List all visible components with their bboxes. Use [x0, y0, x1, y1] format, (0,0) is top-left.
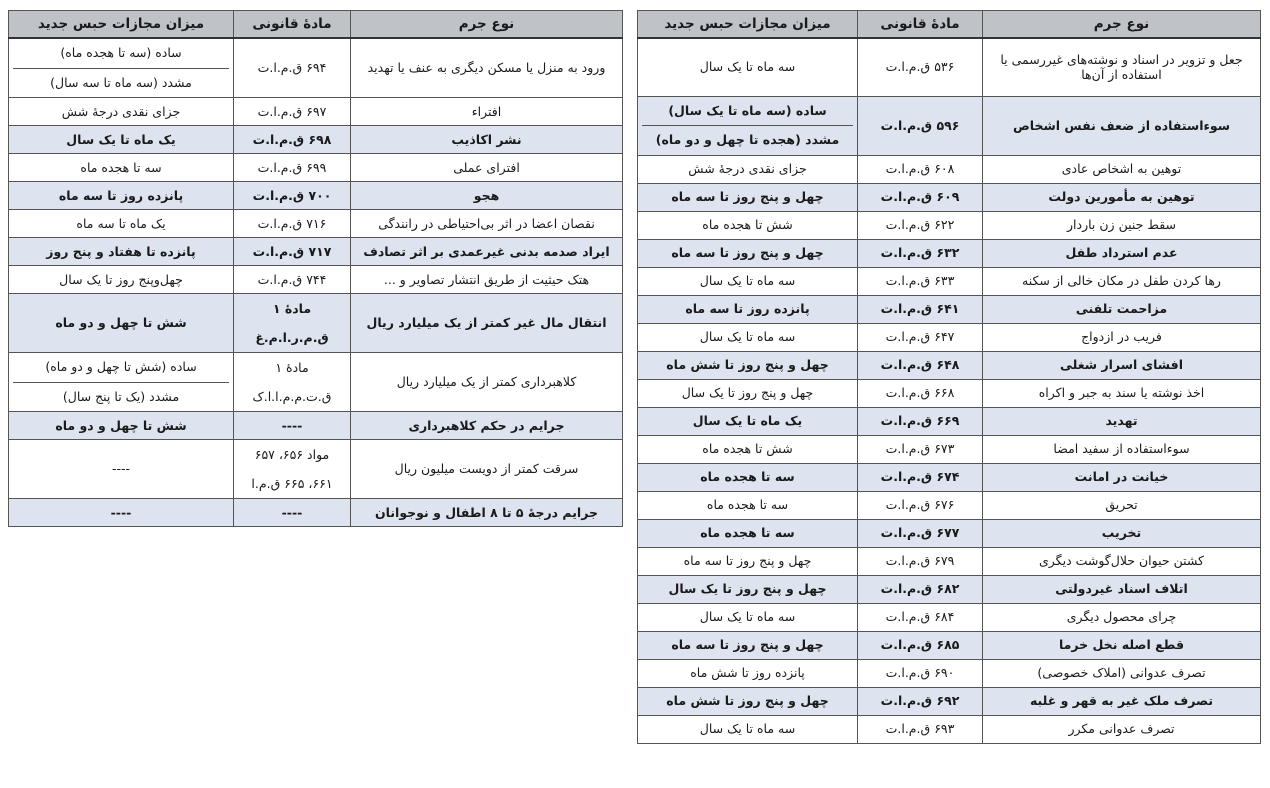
table-row [9, 98, 623, 126]
penalty-aggravated: مشدد (یک تا پنج سال) [13, 382, 229, 412]
crime-cell: هجو [351, 182, 623, 210]
crime-cell: رها کردن طفل در مکان خالی از سکنه [983, 267, 1261, 295]
penalty-cell: جزای نقدی درجهٔ شش [638, 155, 858, 183]
article-law: ق.م.ر.ا.م.غ [255, 329, 329, 345]
header-article: مادهٔ قانونی [858, 11, 983, 39]
table-row [9, 266, 623, 294]
table-row [9, 238, 623, 266]
article-cell: ۶۸۲ ق.م.ا.ت [858, 575, 983, 603]
crime-cell: ورود به منزل یا مسکن دیگری به عنف یا تهدید [351, 38, 623, 98]
article-cell: ۷۰۰ ق.م.ا.ت [234, 182, 351, 210]
penalty-aggravated: مشدد (هجده تا چهل و دو ماه) [642, 125, 853, 155]
crime-cell: توهین به اشخاص عادی [983, 155, 1261, 183]
penalty-cell: سه تا هجده ماه [638, 519, 858, 547]
penalty-cell: سه ماه تا یک سال [638, 715, 858, 743]
penalty-cell: چهل و پنج روز تا سه ماه [638, 239, 858, 267]
left-law-table [8, 10, 623, 527]
article-cell: ۶۷۶ ق.م.ا.ت [858, 491, 983, 519]
article-number: مواد ۶۵۶، ۶۵۷ [254, 446, 330, 462]
table-row [638, 687, 1261, 715]
header-row [638, 11, 1261, 39]
penalty-cell: سه ماه تا یک سال [638, 38, 858, 96]
crime-cell: تصرف عدوانی مکرر [983, 715, 1261, 743]
penalty-cell [9, 353, 234, 412]
penalty-cell: سه تا هجده ماه [638, 491, 858, 519]
penalty-cell: چهل‌وپنج روز تا یک سال [9, 266, 234, 294]
table-row [9, 210, 623, 238]
article-cell: ۶۴۸ ق.م.ا.ت [858, 351, 983, 379]
crime-cell: قطع اصله نخل خرما [983, 631, 1261, 659]
article-cell: ۷۴۴ ق.م.ا.ت [234, 266, 351, 294]
crime-cell: افترای عملی [351, 154, 623, 182]
header-crime: نوع جرم [351, 11, 623, 39]
penalty-cell: چهل و پنج روز تا سه ماه [638, 547, 858, 575]
right-law-table [637, 10, 1261, 744]
penalty-cell: سه ماه تا یک سال [638, 603, 858, 631]
article-cell: ۶۹۸ ق.م.ا.ت [234, 126, 351, 154]
table-row [638, 603, 1261, 631]
article-number: مادهٔ ۱ [272, 300, 312, 316]
crime-cell: اخذ نوشته یا سند به جبر و اکراه [983, 379, 1261, 407]
table-row [638, 38, 1261, 96]
penalty-simple: ساده (سه تا هجده ماه) [60, 45, 182, 61]
article-cell: ۶۹۹ ق.م.ا.ت [234, 154, 351, 182]
article-cell: ۶۹۴ ق.م.ا.ت [234, 38, 351, 98]
table-row [638, 155, 1261, 183]
penalty-cell: یک ماه تا یک سال [638, 407, 858, 435]
article-cell: ۶۹۳ ق.م.ا.ت [858, 715, 983, 743]
penalty-cell: پانزده روز تا سه ماه [9, 182, 234, 210]
table-row [9, 182, 623, 210]
crime-cell: تحریق [983, 491, 1261, 519]
table-row [638, 239, 1261, 267]
penalty-cell: شش تا چهل و دو ماه [9, 412, 234, 440]
article-cell: ۶۲۲ ق.م.ا.ت [858, 211, 983, 239]
crime-cell: جعل و تزویر در اسناد و نوشته‌های غیررسمی یا استفاده از آن‌ها [983, 38, 1261, 96]
table-row [638, 519, 1261, 547]
crime-cell: ایراد صدمه بدنی غیرعمدی بر اثر تصادف [351, 238, 623, 266]
crime-cell: مزاحمت تلفنی [983, 295, 1261, 323]
article-cell: ۶۹۲ ق.م.ا.ت [858, 687, 983, 715]
crime-cell: افتراء [351, 98, 623, 126]
header-article: مادهٔ قانونی [234, 11, 351, 39]
crime-cell: توهین به مأمورین دولت [983, 183, 1261, 211]
header-crime: نوع جرم [983, 11, 1261, 39]
crime-cell: سوءاستفاده از سفید امضا [983, 435, 1261, 463]
penalty-cell: چهل و پنج روز تا یک سال [638, 379, 858, 407]
table-row [638, 407, 1261, 435]
crime-cell: تصرف عدوانی (املاک خصوصی) [983, 659, 1261, 687]
penalty-simple: ساده (سه ماه تا یک سال) [668, 102, 827, 118]
crime-cell: تخریب [983, 519, 1261, 547]
penalty-cell: یک ماه تا یک سال [9, 126, 234, 154]
table-row [638, 463, 1261, 491]
article-cell: ۶۳۲ ق.م.ا.ت [858, 239, 983, 267]
article-cell: ۶۶۸ ق.م.ا.ت [858, 379, 983, 407]
article-cell: ۵۳۶ ق.م.ا.ت [858, 38, 983, 96]
table-row [9, 412, 623, 440]
crime-cell: عدم استرداد طفل [983, 239, 1261, 267]
table-row [638, 715, 1261, 743]
table-row [638, 351, 1261, 379]
crime-cell: سوءاستفاده از ضعف نفس اشخاص [983, 96, 1261, 155]
article-cell [234, 294, 351, 353]
table-row [638, 96, 1261, 155]
article-cell: ۶۷۹ ق.م.ا.ت [858, 547, 983, 575]
penalty-cell: جزای نقدی درجهٔ شش [9, 98, 234, 126]
article-cell: ۶۷۴ ق.م.ا.ت [858, 463, 983, 491]
table-row [9, 499, 623, 527]
article-law: ق.ت.م.م.ا.ا.ک [252, 388, 332, 404]
penalty-cell: پانزده روز تا شش ماه [638, 659, 858, 687]
article-cell [234, 353, 351, 412]
table-row [638, 659, 1261, 687]
penalty-cell: ---- [9, 499, 234, 527]
penalty-cell: سه ماه تا یک سال [638, 267, 858, 295]
crime-cell: نشر اکاذیب [351, 126, 623, 154]
article-law: ۶۶۱، ۶۶۵ ق.م.ا [251, 475, 333, 491]
article-cell: ۶۳۳ ق.م.ا.ت [858, 267, 983, 295]
article-cell: ۶۷۷ ق.م.ا.ت [858, 519, 983, 547]
article-cell: ۷۱۶ ق.م.ا.ت [234, 210, 351, 238]
article-cell: ۶۰۸ ق.م.ا.ت [858, 155, 983, 183]
crime-cell: کلاهبرداری کمتر از یک میلیارد ریال [351, 353, 623, 412]
table-row [638, 379, 1261, 407]
table-row [638, 295, 1261, 323]
article-cell [234, 440, 351, 499]
penalty-cell: شش تا هجده ماه [638, 435, 858, 463]
table-row [638, 547, 1261, 575]
crime-cell: جرایم در حکم کلاهبرداری [351, 412, 623, 440]
table-row [9, 126, 623, 154]
penalty-cell: سه ماه تا یک سال [638, 323, 858, 351]
article-cell: ۵۹۶ ق.م.ا.ت [858, 96, 983, 155]
crime-cell: خیانت در امانت [983, 463, 1261, 491]
article-cell: ۷۱۷ ق.م.ا.ت [234, 238, 351, 266]
article-cell: ۶۹۷ ق.م.ا.ت [234, 98, 351, 126]
table-row [638, 575, 1261, 603]
penalty-cell [9, 38, 234, 98]
penalty-cell: چهل و پنج روز تا سه ماه [638, 631, 858, 659]
penalty-cell: چهل و پنج روز تا یک سال [638, 575, 858, 603]
header-row [9, 11, 623, 39]
crime-cell: تهدید [983, 407, 1261, 435]
penalty-cell: پانزده روز تا سه ماه [638, 295, 858, 323]
article-cell: ۶۴۱ ق.م.ا.ت [858, 295, 983, 323]
crime-cell: هتک حیثیت از طریق انتشار تصاویر و ... [351, 266, 623, 294]
penalty-cell: چهل و پنج روز تا شش ماه [638, 351, 858, 379]
article-cell: ۶۰۹ ق.م.ا.ت [858, 183, 983, 211]
penalty-cell: چهل و پنج روز تا شش ماه [638, 687, 858, 715]
crime-cell: اتلاف اسناد غیردولتی [983, 575, 1261, 603]
crime-cell: سقط جنین زن باردار [983, 211, 1261, 239]
penalty-cell: چهل و پنج روز تا سه ماه [638, 183, 858, 211]
penalty-cell: شش تا چهل و دو ماه [9, 294, 234, 353]
header-penalty: میزان مجازات حبس جدید [638, 11, 858, 39]
article-number: مادهٔ ۱ [275, 359, 309, 375]
article-cell: ۶۷۳ ق.م.ا.ت [858, 435, 983, 463]
crime-cell: افشای اسرار شغلی [983, 351, 1261, 379]
penalty-cell: ---- [9, 440, 234, 499]
table-row [638, 435, 1261, 463]
crime-cell: انتقال مال غیر کمتر از یک میلیارد ریال [351, 294, 623, 353]
table-row [9, 38, 623, 98]
crime-cell: سرقت کمتر از دویست میلیون ریال [351, 440, 623, 499]
article-cell: ۶۸۵ ق.م.ا.ت [858, 631, 983, 659]
table-row [638, 267, 1261, 295]
table-row [638, 183, 1261, 211]
article-cell: ۶۸۴ ق.م.ا.ت [858, 603, 983, 631]
penalty-cell: سه تا هجده ماه [638, 463, 858, 491]
crime-cell: تصرف ملک غیر به قهر و غلبه [983, 687, 1261, 715]
table-row [9, 440, 623, 499]
article-cell: ---- [234, 499, 351, 527]
article-cell: ---- [234, 412, 351, 440]
penalty-cell: سه تا هجده ماه [9, 154, 234, 182]
penalty-simple: ساده (شش تا چهل و دو ماه) [45, 359, 197, 375]
table-row [638, 323, 1261, 351]
crime-cell: فریب در ازدواج [983, 323, 1261, 351]
header-penalty: میزان مجازات حبس جدید [9, 11, 234, 39]
table-row [638, 211, 1261, 239]
penalty-cell: پانزده تا هفتاد و پنج روز [9, 238, 234, 266]
crime-cell: کشتن حیوان حلال‌گوشت دیگری [983, 547, 1261, 575]
crime-cell: جرایم درجهٔ ۵ تا ۸ اطفال و نوجوانان [351, 499, 623, 527]
table-row [9, 294, 623, 353]
table-row [638, 491, 1261, 519]
article-cell: ۶۴۷ ق.م.ا.ت [858, 323, 983, 351]
crime-cell: چرای محصول دیگری [983, 603, 1261, 631]
article-cell: ۶۶۹ ق.م.ا.ت [858, 407, 983, 435]
table-row [9, 154, 623, 182]
penalty-cell: یک ماه تا سه ماه [9, 210, 234, 238]
crime-cell: نقصان اعضا در اثر بی‌احتیاطی در رانندگی [351, 210, 623, 238]
table-row [9, 353, 623, 412]
table-row [638, 631, 1261, 659]
penalty-cell [638, 96, 858, 155]
penalty-cell: شش تا هجده ماه [638, 211, 858, 239]
penalty-aggravated: مشدد (سه ماه تا سه سال) [13, 68, 229, 98]
article-cell: ۶۹۰ ق.م.ا.ت [858, 659, 983, 687]
